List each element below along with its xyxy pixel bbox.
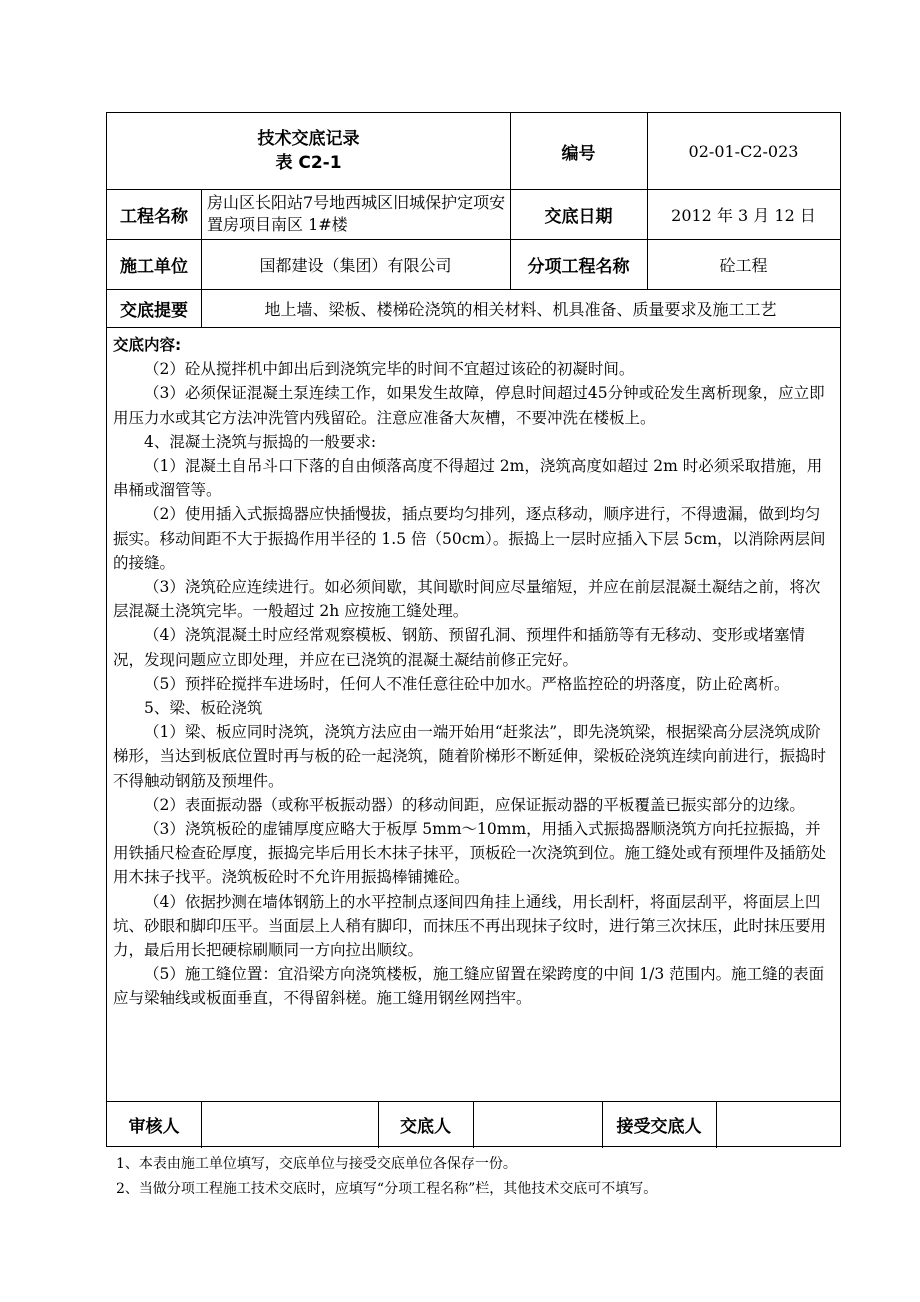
content-paragraph: （4）依据抄测在墙体钢筋上的水平控制点逐间四角挂上通线，用长刮杆，将面层刮平，将面层上凹坑、砂眼和脚印压平。当面层上人稍有脚印，而抹压不再出现抹子纹时，进行第三次抹压，此时抹压要用力，最后用长把硬棕刷顺同一方向拉出顺纹。 (113, 892, 827, 960)
row-divider (107, 327, 840, 328)
reviewer-signature-field[interactable] (201, 1101, 378, 1148)
discloser-label: 交底人 (400, 1117, 451, 1137)
content-paragraph: （3）浇筑板砼的虚铺厚度应略大于板厚 5mm～10mm，用插入式振捣器顺浇筑方向托拉振捣，并用铁插尺检查砼厚度，振捣完毕后用长木抹子抹平，顶板砼一次浇筑到位。施工缝处或有预埋件及插筋处用木抹子找平。浇筑板砼时不允许用振捣棒铺摊砼。 (113, 820, 827, 887)
form-code: 表 C2-1 (275, 153, 342, 173)
construction-unit-value: 国都建设（集团）有限公司 (259, 255, 452, 275)
number-value: 02-01-C2-023 (688, 141, 799, 161)
receiver-label: 接受交底人 (616, 1117, 702, 1137)
content-paragraph: （5）预拌砼搅拌车进场时，任何人不准任意往砼中加水。严格监控砼的坍落度，防止砼离析。 (144, 674, 790, 693)
form-title-main: 技术交底记录 (257, 129, 360, 149)
footnote: 2、当做分项工程施工技术交底时，应填写“分项工程名称”栏，其他技术交底可不填写。 (116, 1181, 658, 1197)
content-paragraph: 4、混凝土浇筑与振捣的一般要求: (144, 432, 377, 451)
disclosure-form (106, 112, 841, 1147)
summary-value: 地上墙、梁板、楼梯砼浇筑的相关材料、机具准备、质量要求及施工工艺 (264, 299, 777, 319)
content-paragraph: （3）必须保证混凝土泵连续工作，如果发生故障，停息时间超过45分钟或砼发生离析现象，应立即用压力水或其它方法冲洗管内残留砼。注意应准备大灰槽，不要冲洗在楼板上。 (113, 384, 825, 427)
content-heading: 交底内容: (113, 336, 182, 354)
content-paragraph: （4）浇筑混凝土时应经常观察模板、钢筋、预留孔洞、预埋件和插筋等有无移动、变形或堵塞情况，发现问题应立即处理，并应在已浇筑的混凝土凝结前修正完好。 (113, 626, 805, 669)
content-paragraph: （2）砼从搅拌机中卸出后到浇筑完毕的时间不宜超过该砼的初凝时间。 (144, 360, 635, 379)
disclosure-date-value: 2012 年 3 月 12 日 (671, 205, 816, 225)
discloser-signature-field[interactable] (473, 1101, 602, 1148)
disclosure-date-label: 交底日期 (544, 206, 613, 227)
content-paragraph: （1）混凝土自吊斗口下落的自由倾落高度不得超过 2m，浇筑高度如超过 2m 时必须采取措施，用串桶或溜管等。 (113, 457, 823, 500)
content-paragraph: 5、梁、板砼浇筑 (144, 699, 263, 718)
number-label: 编号 (561, 143, 596, 164)
form-title (107, 113, 510, 189)
construction-unit-label: 施工单位 (120, 256, 188, 277)
content-paragraph: （3）浇筑砼应连续进行。如必须间歇，其间歇时间应尽量缩短，并应在前层混凝土凝结之前，将次层混凝土浇筑完毕。一般超过 2h 应按施工缝处理。 (113, 578, 821, 621)
project-name-value: 房山区长阳站7号地西城区旧城保护定项安置房项目南区 1#楼 (207, 193, 506, 234)
footnote: 1、本表由施工单位填写，交底单位与接受交底单位各保存一份。 (116, 1156, 517, 1172)
content-paragraph: （2）使用插入式振捣器应快插慢拔，插点要均匀排列，逐点移动，顺序进行，不得遗漏，做到均匀振实。移动间距不大于振捣作用半径的 1.5 倍（50cm）。振捣上一层时应插入下层 5cm，以消除两层间的接缝。 (113, 505, 826, 572)
subproject-value: 砼工程 (719, 255, 768, 275)
receiver-signature-field[interactable] (716, 1101, 840, 1148)
content-paragraph: （1）梁、板应同时浇筑，浇筑方法应由一端开始用“赶浆法”，即先浇筑梁，根据梁高分层浇筑成阶梯形，当达到板底位置时再与板的砼一起浇筑，随着阶梯形不断延伸，梁板砼浇筑连续向前进行，振捣时不得触动钢筋及预埋件。 (113, 723, 827, 790)
summary-label: 交底提要 (120, 300, 188, 321)
disclosure-content (113, 333, 833, 1011)
subproject-label: 分项工程名称 (527, 256, 630, 277)
content-paragraph: （2）表面振动器（或称平板振动器）的移动间距，应保证振动器的平板覆盖已振实部分的边缘。 (144, 795, 805, 814)
project-name-label: 工程名称 (120, 206, 188, 227)
reviewer-label: 审核人 (128, 1117, 180, 1137)
content-paragraph: （5）施工缝位置：宜沿梁方向浇筑楼板，施工缝应留置在梁跨度的中间 1/3 范围内。施工缝的表面应与梁轴线或板面垂直，不得留斜槎。施工缝用钢丝网挡牢。 (113, 965, 825, 1008)
